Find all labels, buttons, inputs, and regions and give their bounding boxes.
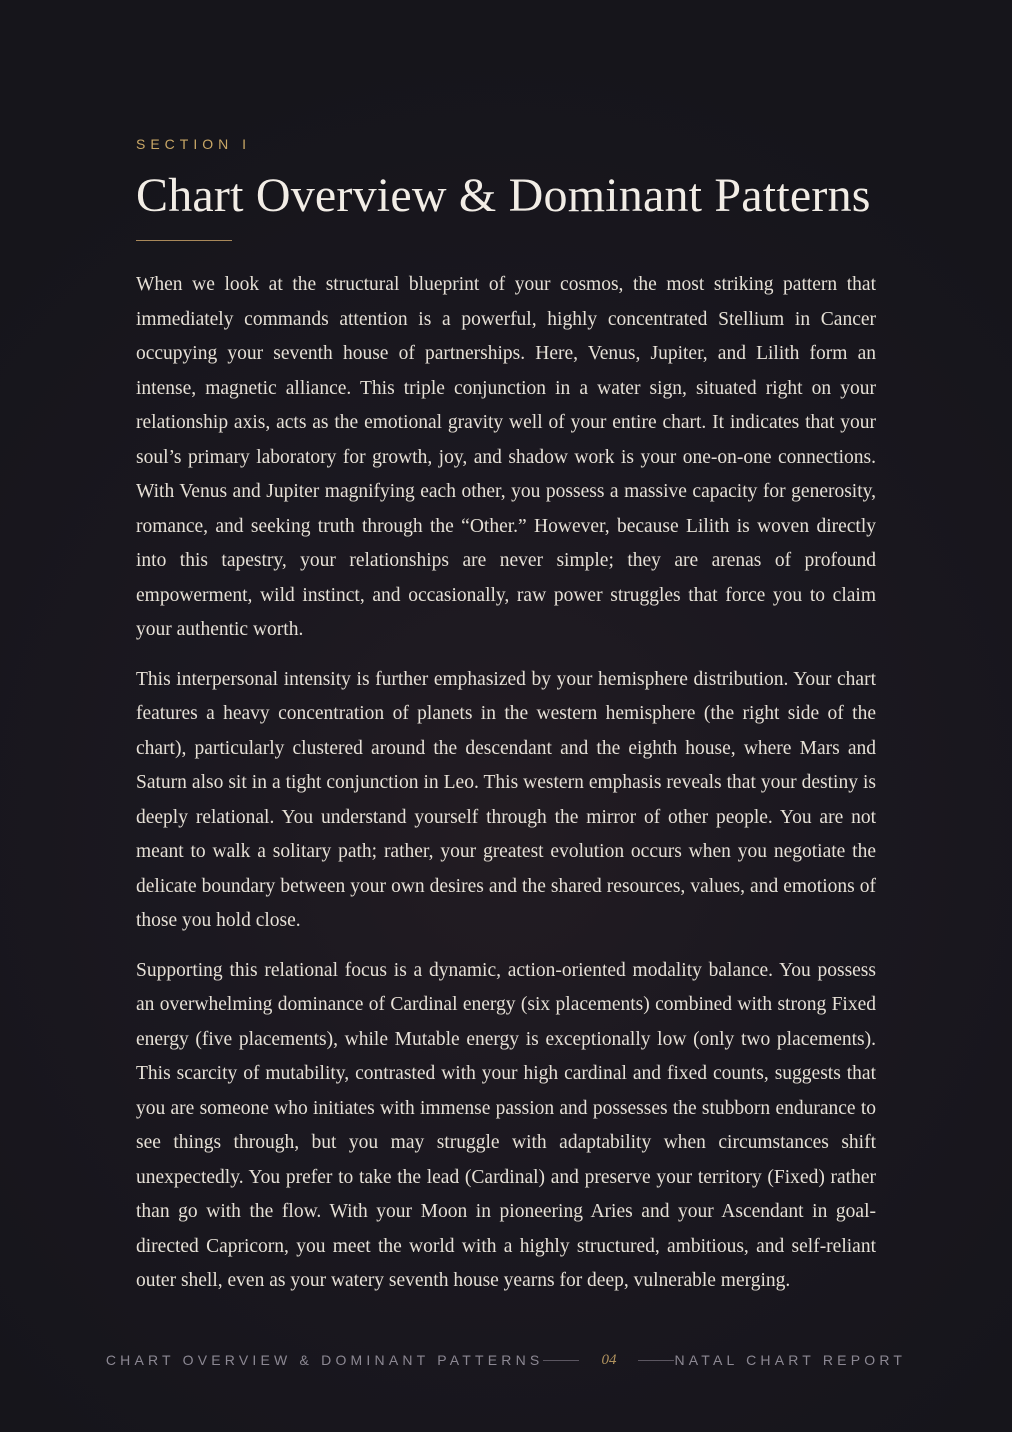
paragraph-2: This interpersonal intensity is further emphasized by your hemisphere distribution. Your chart features a heavy concentration of planets in the western hemisphere (the right side of the chart), particularly clustered around the descendant and the eighth house, where Mars and Saturn also sit in a tight conjunction in Leo. This western emphasis reveals that your destiny is deeply relational. You understand yourself through the mirror of other people. You are not meant to walk a solitary path; rather, your greatest evolution occurs when you negotiate the delicate boundary between your own desires and the shared resources, values, and emotions of those you hold close.	[136, 668, 876, 931]
page-number: 04	[601, 1351, 617, 1368]
footer-divider-left	[543, 1360, 579, 1361]
section-content	[136, 132, 876, 1314]
footer-report-title: NATAL CHART REPORT	[674, 1352, 907, 1368]
footer-divider-right	[638, 1360, 674, 1361]
section-body	[136, 268, 876, 1299]
paragraph-3: Supporting this relational focus is a dynamic, action-oriented modality balance. You possess an overwhelming dominance of Cardinal energy (six placements) combined with strong Fixed energy (five placements), while Mutable energy is exceptionally low (only two placements). This scarcity of mutability, contrasted with your high cardinal and fixed counts, suggests that you are someone who initiates with immense passion and possesses the stubborn endurance to see things through, but you may struggle with adaptability when circumstances shift unexpectedly. You prefer to take the lead (Cardinal) and preserve your territory (Fixed) rather than go with the flow. With your Moon in pioneering Aries and your Ascendant in goal-directed Capricorn, you meet the world with a highly structured, ambitious, and self-reliant outer shell, even as your watery seventh house yearns for deep, vulnerable merging.	[136, 959, 876, 1291]
title-divider	[136, 240, 232, 241]
section-title: Chart Overview & Dominant Patterns	[136, 169, 871, 222]
section-eyebrow: SECTION I	[136, 136, 252, 152]
page-footer	[0, 1346, 1012, 1374]
paragraph-1: When we look at the structural blueprint of your cosmos, the most striking pattern that immediately commands attention is a powerful, highly concentrated Stellium in Cancer occupying your seventh house of partnerships. Here, Venus, Jupiter, and Lilith form an intense, magnetic alliance. This triple conjunction in a water sign, situated right on your relationship axis, acts as the emotional gravity well of your entire chart. It indicates that your soul’s primary laboratory for growth, joy, and shadow work is your one-on-one connections. With Venus and Jupiter magnifying each other, you possess a massive capacity for generosity, romance, and seeking truth through the “Other.” However, because Lilith is woven directly into this tapestry, your relationships are never simple; they are arenas of profound empowerment, wild instinct, and occasionally, raw power struggles that force you to claim your authentic worth.	[136, 274, 876, 640]
footer-section-title: CHART OVERVIEW & DOMINANT PATTERNS	[105, 1352, 544, 1368]
